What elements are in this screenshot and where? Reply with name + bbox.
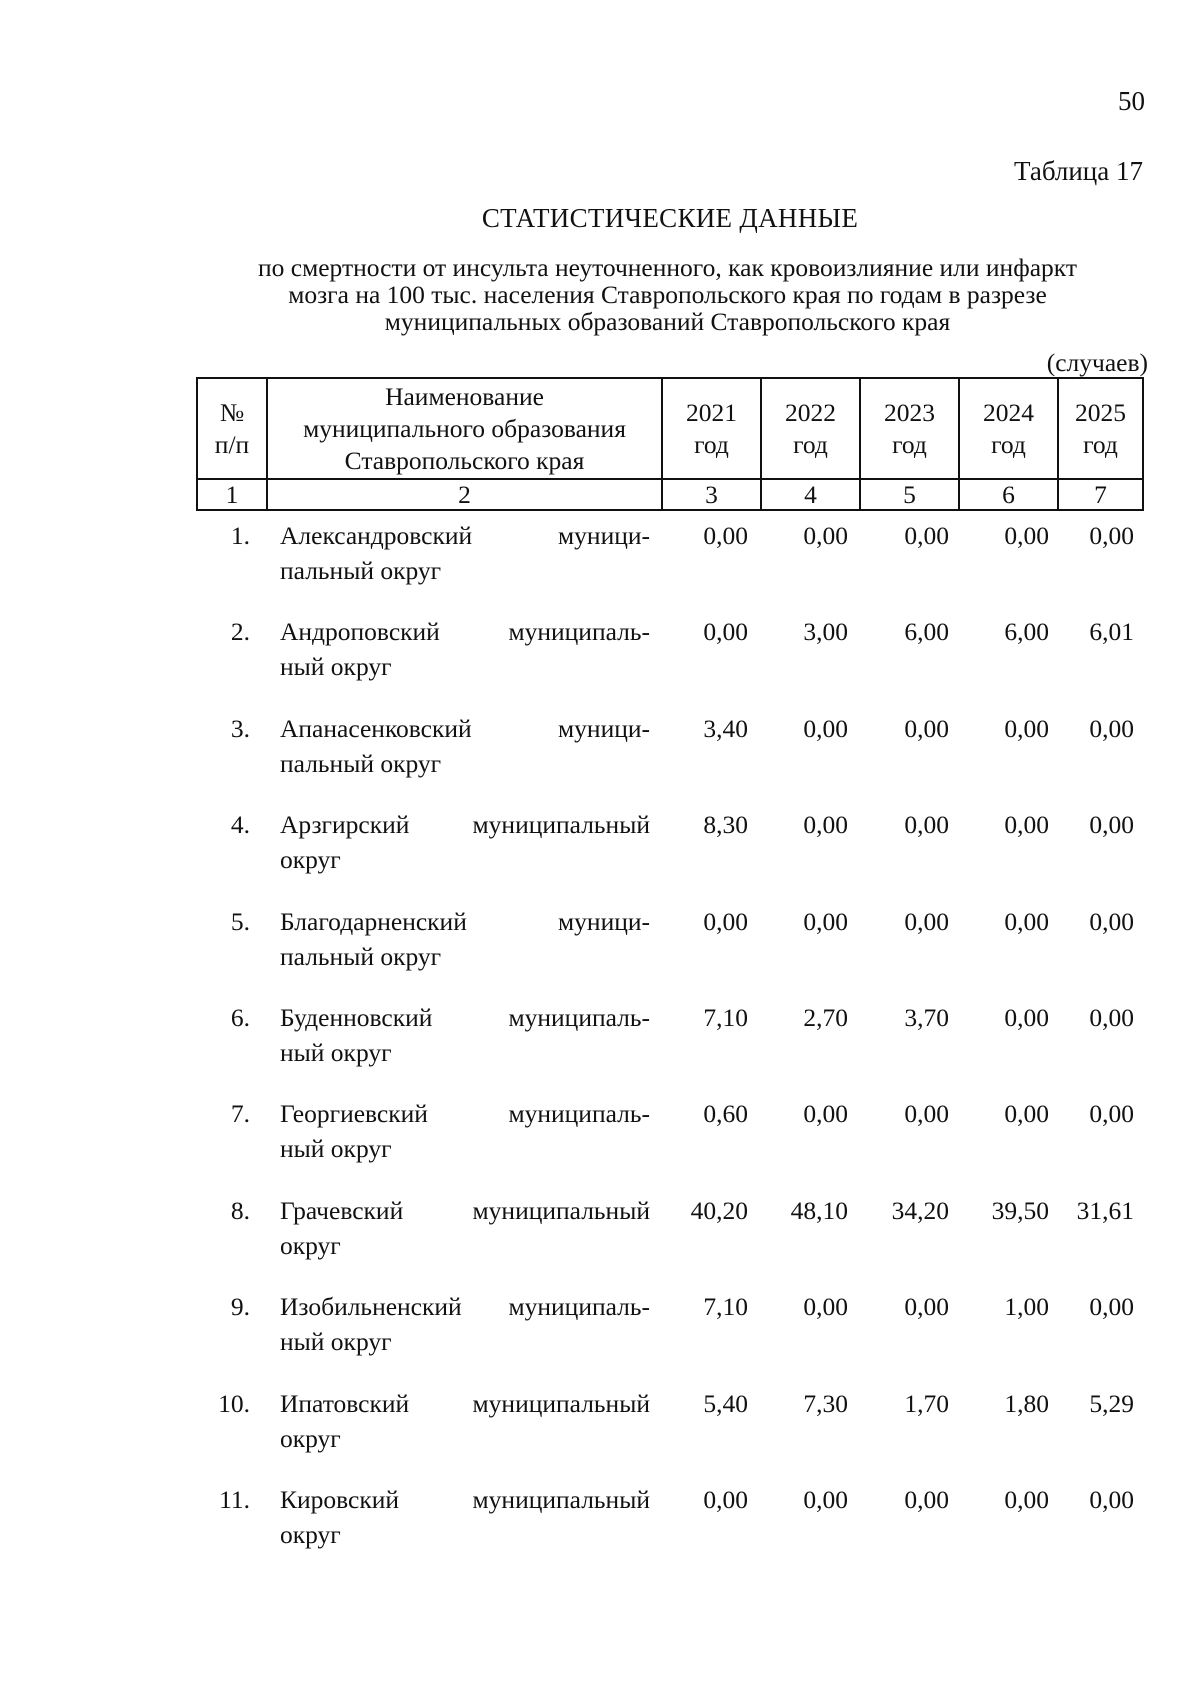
value-cell: 0,00: [1089, 1485, 1134, 1514]
value-cell: 8,30: [703, 810, 748, 840]
value-cell: 0,00: [1089, 1003, 1134, 1032]
column-number: 4: [761, 479, 860, 510]
table-label: Таблица 17: [1014, 156, 1143, 186]
municipality-name-line: округ: [280, 1230, 341, 1260]
municipality-name: [280, 1289, 650, 1359]
row-number: 2.: [230, 617, 250, 647]
page-number: 50: [1118, 86, 1145, 116]
value-cell: 0,00: [904, 1485, 949, 1514]
municipality-name-line: округ: [280, 1423, 341, 1453]
header-year-2023: 2023 год: [860, 378, 959, 479]
municipality-name-line: Кировский муниципальный: [280, 1485, 650, 1514]
value-cell: 0,00: [904, 1099, 949, 1129]
table-row: [0, 1482, 1200, 1578]
document-subtitle: [200, 254, 1135, 335]
municipality-name-line: ный округ: [280, 1327, 392, 1357]
value-cell: 0,00: [1004, 521, 1049, 550]
value-cell: 5,29: [1089, 1388, 1134, 1418]
value-cell: 0,60: [703, 1099, 748, 1129]
municipality-name-line: округ: [280, 1520, 341, 1549]
municipality-name-line: пальный округ: [280, 556, 442, 585]
value-cell: 0,00: [703, 617, 748, 647]
row-number: 4.: [230, 810, 250, 840]
municipality-name: [280, 1482, 650, 1552]
value-cell: 3,70: [904, 1003, 949, 1032]
value-cell: 2,70: [803, 1003, 848, 1032]
municipality-name-line: Апанасенковский муници-: [280, 713, 650, 743]
column-number-row: [197, 479, 1143, 510]
municipality-name: [280, 1000, 650, 1070]
value-cell: 0,00: [1089, 906, 1134, 936]
row-number: 6.: [230, 1003, 250, 1032]
municipality-name-line: округ: [280, 845, 341, 875]
municipality-name-line: ный округ: [280, 1134, 392, 1164]
row-number: 3.: [230, 713, 250, 743]
value-cell: 0,00: [904, 713, 949, 743]
row-number: 1.: [230, 521, 250, 550]
value-cell: 0,00: [703, 521, 748, 550]
value-cell: 3,40: [703, 713, 748, 743]
header-name: Наименование муниципального образования Ставропольского края: [267, 378, 662, 479]
row-number: 7.: [230, 1099, 250, 1129]
table-row: [0, 1386, 1200, 1482]
row-number: 9.: [230, 1292, 250, 1322]
municipality-name: [280, 807, 650, 877]
value-cell: 0,00: [803, 521, 848, 550]
value-cell: 7,30: [803, 1388, 848, 1418]
municipality-name-line: Изобильненский муниципаль-: [280, 1292, 650, 1322]
value-cell: 48,10: [790, 1195, 848, 1225]
value-cell: 0,00: [1089, 1099, 1134, 1129]
table-row: [0, 1193, 1200, 1289]
municipality-name-line: Арзгирский муниципальный: [280, 810, 650, 840]
subtitle-line: муниципальных образований Ставропольского края: [384, 307, 951, 336]
value-cell: 0,00: [803, 810, 848, 840]
table-row: [0, 1000, 1200, 1096]
value-cell: 0,00: [1004, 906, 1049, 936]
municipality-name-line: ный округ: [280, 1038, 392, 1067]
value-cell: 0,00: [1089, 713, 1134, 743]
row-number: 11.: [219, 1485, 250, 1514]
table-row: [0, 1289, 1200, 1385]
municipality-name-line: Грачевский муниципальный: [280, 1195, 650, 1225]
value-cell: 0,00: [703, 906, 748, 936]
municipality-name: [280, 614, 650, 684]
value-cell: 0,00: [1004, 1485, 1049, 1514]
value-cell: 0,00: [1004, 1003, 1049, 1032]
value-cell: 0,00: [803, 1099, 848, 1129]
municipality-name-line: пальный округ: [280, 941, 442, 971]
header-year-2024: 2024 год: [959, 378, 1058, 479]
value-cell: 0,00: [1004, 810, 1049, 840]
subtitle-line: по смертности от инсульта неуточненного, как кровоизлияние или инфаркт: [258, 253, 1077, 282]
header-num: № п/п: [197, 378, 267, 479]
column-number: 6: [959, 479, 1058, 510]
municipality-name: [280, 904, 650, 974]
value-cell: 5,40: [703, 1388, 748, 1418]
value-cell: 0,00: [904, 906, 949, 936]
value-cell: 7,10: [703, 1292, 748, 1322]
value-cell: 0,00: [803, 1485, 848, 1514]
municipality-name: [280, 1193, 650, 1263]
municipality-name-line: Благодарненский муници-: [280, 906, 650, 936]
municipality-name-line: Александровский муници-: [280, 521, 650, 550]
subtitle-line: мозга на 100 тыс. населения Ставропольского края по годам в разрезе: [288, 280, 1047, 309]
municipality-name-line: Ипатовский муниципальный: [280, 1388, 650, 1418]
header-year-2021: 2021 год: [662, 378, 761, 479]
municipality-name-line: ный округ: [280, 652, 392, 682]
row-number: 8.: [230, 1195, 250, 1225]
table-row: [0, 711, 1200, 807]
column-number: 3: [662, 479, 761, 510]
value-cell: 6,01: [1089, 617, 1134, 647]
value-cell: 1,70: [904, 1388, 949, 1418]
table-row: [0, 518, 1200, 614]
value-cell: 0,00: [1089, 521, 1134, 550]
value-cell: 0,00: [803, 713, 848, 743]
value-cell: 0,00: [1004, 713, 1049, 743]
value-cell: 0,00: [904, 1292, 949, 1322]
table-header: [196, 377, 1144, 511]
column-number: 2: [267, 479, 662, 510]
column-number: 5: [860, 479, 959, 510]
value-cell: 0,00: [803, 906, 848, 936]
municipality-name: [280, 518, 650, 588]
row-number: 5.: [230, 906, 250, 936]
value-cell: 0,00: [904, 810, 949, 840]
row-number: 10.: [218, 1388, 250, 1418]
value-cell: 6,00: [1004, 617, 1049, 647]
value-cell: 34,20: [891, 1195, 949, 1225]
value-cell: 7,10: [703, 1003, 748, 1032]
value-cell: 0,00: [904, 521, 949, 550]
value-cell: 3,00: [803, 617, 848, 647]
header-year-2022: 2022 год: [761, 378, 860, 479]
units-label: (случаев): [1046, 348, 1148, 377]
municipality-name: [280, 1386, 650, 1456]
value-cell: 39,50: [991, 1195, 1049, 1225]
municipality-name-line: Буденновский муниципаль-: [280, 1003, 650, 1032]
table-row: [0, 1096, 1200, 1192]
value-cell: 0,00: [1089, 1292, 1134, 1322]
value-cell: 0,00: [1089, 810, 1134, 840]
value-cell: 40,20: [690, 1195, 748, 1225]
table-row: [0, 904, 1200, 1000]
table-row: [0, 807, 1200, 903]
column-number: 1: [197, 479, 267, 510]
column-number: 7: [1058, 479, 1143, 510]
value-cell: 6,00: [904, 617, 949, 647]
document-title: СТАТИСТИЧЕСКИЕ ДАННЫЕ: [481, 203, 859, 233]
municipality-name: [280, 711, 650, 781]
value-cell: 1,80: [1004, 1388, 1049, 1418]
municipality-name-line: пальный округ: [280, 748, 442, 778]
municipality-name-line: Андроповский муниципаль-: [280, 617, 650, 647]
header-year-2025: 2025 год: [1058, 378, 1143, 479]
header-row: [197, 378, 1143, 479]
municipality-name-line: Георгиевский муниципаль-: [280, 1099, 650, 1129]
value-cell: 0,00: [803, 1292, 848, 1322]
value-cell: 0,00: [703, 1485, 748, 1514]
value-cell: 31,61: [1076, 1195, 1134, 1225]
value-cell: 1,00: [1004, 1292, 1049, 1322]
value-cell: 0,00: [1004, 1099, 1049, 1129]
municipality-name: [280, 1096, 650, 1166]
table-row: [0, 614, 1200, 710]
